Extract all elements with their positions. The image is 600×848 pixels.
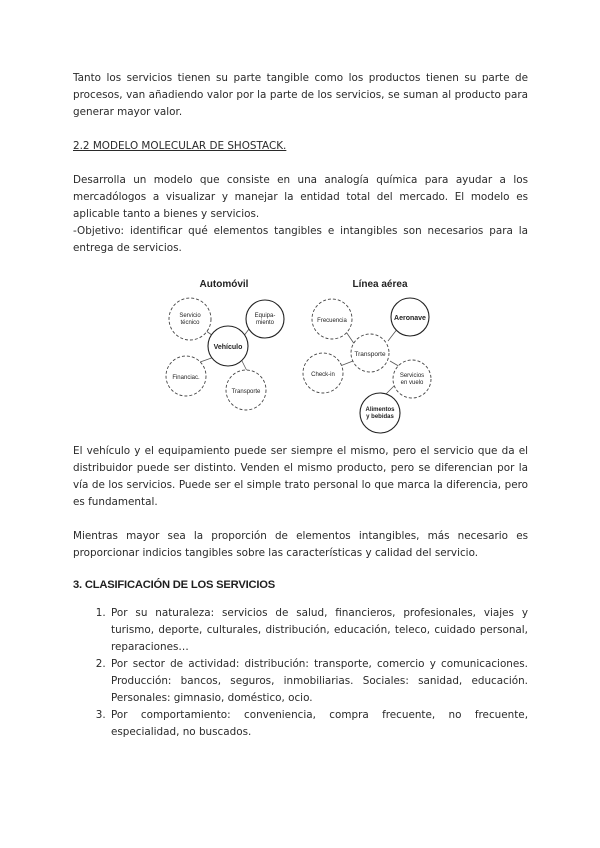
figure-title-right: Línea aérea: [352, 279, 408, 290]
node-label: Aeronave: [394, 315, 426, 322]
list-item: 3. Por comportamiento: conveniencia, compra frecuente, no frecuente, especialidad, no buscados.: [109, 707, 528, 741]
node-label: Frecuencia: [317, 318, 347, 324]
objective-paragraph: -Objetivo: identificar qué elementos tangibles e intangibles son necesarios para la entrega de servicios.: [73, 225, 528, 254]
node-label-center: Transporte: [354, 351, 386, 358]
section-heading-2-2[interactable]: 2.2 MODELO MOLECULAR DE SHOSTACK.: [73, 140, 287, 152]
node-label: Servicios: [399, 373, 425, 379]
node-label: Financiac.: [172, 375, 200, 381]
node-label: miento: [255, 320, 275, 326]
vehicle-paragraph: El vehículo y el equipamiento puede ser siempre el mismo, pero el servicio que da el distribuidor puede ser distinto. Venden el mismo producto, pero se diferencian por la vía de los servicios. Puede ser el simple trato personal lo que marca la diferencia, pero es fundamental.: [73, 445, 528, 508]
node-label: en vuelo: [400, 380, 424, 386]
intro-paragraph: Tanto los servicios tienen su parte tangible como los productos tienen su parte de procesos, van añadiendo valor por la parte de los servicios, se suman al producto para generar mayor valor.: [73, 72, 528, 118]
node-equipamiento: [246, 300, 284, 338]
bond-line: [385, 385, 395, 395]
node-label: Equipa-: [254, 313, 276, 319]
node-label: técnico: [180, 320, 200, 326]
node-label: Check-in: [311, 372, 335, 378]
node-servicios-en-vuelo: [393, 360, 431, 398]
classification-list: [73, 605, 528, 741]
node-label-center: Vehículo: [213, 344, 243, 351]
list-item: 2. Por sector de actividad: distribución: transporte, comercio y comunicaciones. Producción: bancos, seguros, inmobiliarias. Sociales: sanidad, educación. Personales: gimnasio, doméstico, ocio.: [109, 656, 528, 707]
shostack-molecular-figure: [150, 273, 450, 435]
intangibles-paragraph: Mientras mayor sea la proporción de elementos intangibles, más necesario es proporcionar indicios tangibles sobre las características y calidad del servicio.: [73, 530, 528, 559]
figure-title-left: Automóvil: [199, 279, 249, 290]
node-label: Alimentos: [365, 407, 395, 413]
node-alimentos-bebidas: [360, 393, 400, 433]
document-body: [73, 70, 528, 257]
node-label: Transporte: [231, 389, 261, 395]
node-label: Servicio: [179, 313, 201, 319]
section-heading-3: 3. CLASIFICACIÓN DE LOS SERVICIOS: [73, 579, 276, 591]
document-body-continued: [73, 443, 528, 741]
shostack-paragraph: Desarrolla un modelo que consiste en una analogía química para ayudar a los mercadólogos a visualizar y manejar la entidad total del mercado. El modelo es aplicable tanto a bienes y servicios.: [73, 174, 528, 220]
node-servicio-tecnico: [169, 298, 211, 340]
list-item: 1. Por su naturaleza: servicios de salud, financieros, profesionales, viajes y turismo, deporte, culturales, distribución, educación, teleco, cuidado personal, reparaciones…: [109, 605, 528, 656]
molecular-diagram: [150, 273, 450, 435]
node-label: y bebidas: [366, 414, 394, 420]
